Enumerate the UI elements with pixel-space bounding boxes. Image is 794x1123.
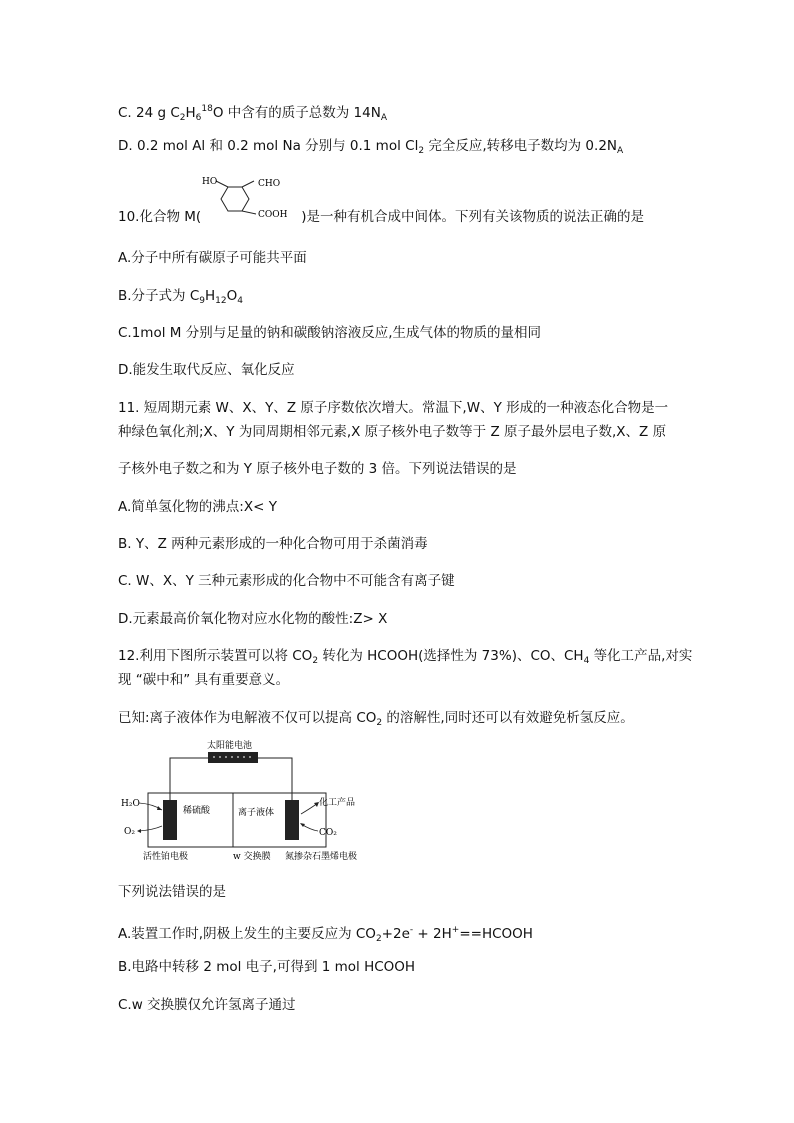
ho-label: HO <box>202 177 218 187</box>
q11-stem-line-2: 种绿色氧化剂;X、Y 为同周期相邻元素,X 原子核外电子数等于 Z 原子最外层电子数,X、Z 原 <box>118 424 667 440</box>
svg-text:化工产品: 化工产品 <box>319 798 356 808</box>
q11-stem-line-1: 11. 短周期元素 W、X、Y、Z 原子序数依次增大。常温下,W、Y 形成的一种液态化合物是一 <box>118 400 669 416</box>
q12-question: 下列说法错误的是 <box>118 884 226 900</box>
svg-text:离子液体: 离子液体 <box>238 808 275 818</box>
q10-option-b: B.分子式为 $C_9H_{12}O_4$ <box>118 288 243 306</box>
electrolysis-diagram <box>115 738 375 868</box>
svg-text:氮掺杂石墨烯电极: 氮掺杂石墨烯电极 <box>285 852 358 862</box>
svg-text:H₂O: H₂O <box>121 799 140 809</box>
molecule-structure <box>196 172 300 224</box>
q10-option-c: C.1mol M 分别与足量的钠和碳酸钠溶液反应,生成气体的物质的量相同 <box>118 325 541 341</box>
q12-stem-line-1: 12.利用下图所示装置可以将 $CO_2$ 转化为 HCOOH(选择性为 73%)、CO、$CH_4$ 等化工产品,对实 <box>118 648 693 666</box>
platinum-electrode <box>163 800 177 840</box>
q10-option-a: A.分子中所有碳原子可能共平面 <box>118 250 307 266</box>
q11-option-a: A.简单氢化物的沸点:X< Y <box>118 499 277 515</box>
svg-text:O₂: O₂ <box>124 827 135 837</box>
q11-option-d: D.元素最高价氧化物对应水化物的酸性:Z> X <box>118 611 388 627</box>
svg-text:活性铂电极: 活性铂电极 <box>143 852 189 862</box>
q9-option-d: D. 0.2 mol Al 和 0.2 mol Na 分别与 0.1 mol $Cl_2$ 完全反应,转移电子数均为 $0.2N_A$ <box>118 138 624 156</box>
solar-cell-label: 太阳能电池 <box>207 741 253 751</box>
q11-option-c: C. W、X、Y 三种元素形成的化合物中不可能含有离子键 <box>118 573 455 589</box>
q12-option-a: A.装置工作时,阴极上发生的主要反应为 $CO_2+2e^-$ + 2H+==HCOOH <box>118 925 533 944</box>
q11-stem-line-3: 子核外电子数之和为 Y 原子核外电子数的 3 倍。下列说法错误的是 <box>118 461 517 477</box>
q11-option-b: B. Y、Z 两种元素形成的一种化合物可用于杀菌消毒 <box>118 536 428 552</box>
cooh-label: COOH <box>258 210 288 220</box>
svg-text:CO₂: CO₂ <box>319 828 337 838</box>
q12-option-b: B.电路中转移 2 mol 电子,可得到 1 mol HCOOH <box>118 959 416 975</box>
graphene-electrode <box>285 800 299 840</box>
q12-known: 已知:离子液体作为电解液不仅可以提高 $CO_2$ 的溶解性,同时还可以有效避免析氢反应。 <box>118 710 634 728</box>
q12-stem-line-2: 现 “碳中和” 具有重要意义。 <box>118 672 290 688</box>
q9-option-c: C. 24 g $C_2H_6^{18}O$ 中含有的质子总数为 $14N_A$ <box>118 104 388 123</box>
q10-stem: 10.化合物 M( )是一种有机合成中间体。下列有关该物质的说法正确的是 <box>118 209 644 225</box>
q10-option-d: D.能发生取代反应、氧化反应 <box>118 362 295 378</box>
cho-label: CHO <box>258 179 281 189</box>
q12-option-c: C.w 交换膜仅允许氢离子通过 <box>118 997 296 1013</box>
svg-text:w 交换膜: w 交换膜 <box>233 852 271 862</box>
svg-text:稀硫酸: 稀硫酸 <box>183 806 211 816</box>
